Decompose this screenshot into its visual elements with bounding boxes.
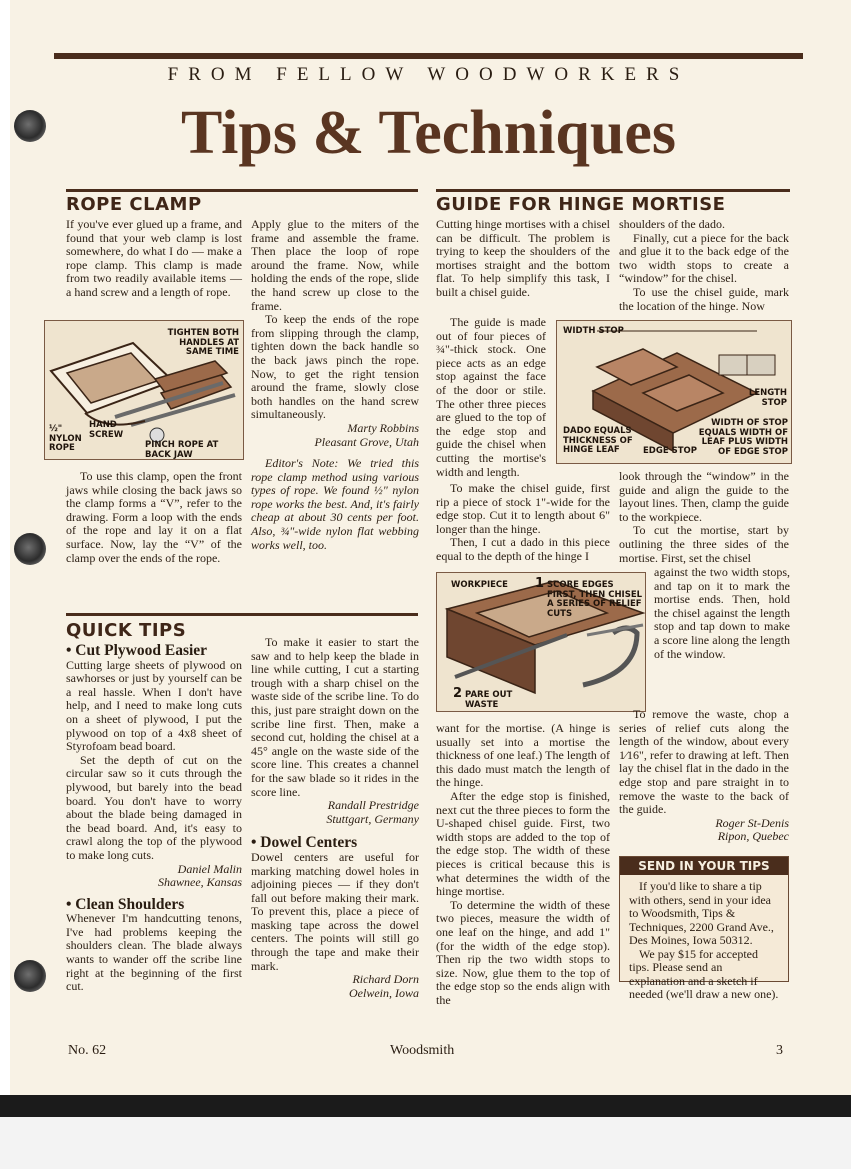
body-paragraph: To remove the waste, chop a series of relief cuts along the length of the window, about every 1⁄16", refer to drawing at left. Then lay the chisel flat in the dado in the edge stop and pare straight in to remove the waste to the back of the guide. xyxy=(619,707,789,817)
body-paragraph: If you've ever glued up a frame, and found that your web clamp is lost somewhere, do what I do — make a rope clamp. This clamp is made from two readily available items — a hand screw and a length of rope. xyxy=(66,217,242,299)
label-hand-screw: HAND SCREW xyxy=(89,420,124,440)
binder-hole xyxy=(14,533,46,565)
send-tips-body xyxy=(620,875,788,1002)
scan-edge xyxy=(0,1095,851,1117)
body-paragraph: To make it easier to start the saw and to help keep the blade in line while cutting, I cut a starting trough with a sharp chisel on the waste side of the scribe line. To do this, just pare straight down on the scribe line first. Then, make a second cut, holding the chisel at a 45° angle on the waste side of the score line. This creates a channel for the saw blade so it rides in the score line. xyxy=(251,635,419,799)
body-paragraph: If you'd like to share a tip with others, send in your idea to Woodsmith, Tips & Techniques, 2200 Grand Ave., Des Moines, Iowa 50312. xyxy=(629,879,774,947)
author-name: Marty Robbins xyxy=(347,420,419,435)
binder-hole xyxy=(14,960,46,992)
label-width-stop: WIDTH STOP xyxy=(563,326,624,336)
label-width-of-stop: WIDTH OF STOP EQUALS WIDTH OF LEAF PLUS WIDTH OF EDGE STOP xyxy=(698,418,788,457)
rope-clamp-figure xyxy=(44,320,244,460)
label-length-stop: LENGTH STOP xyxy=(748,388,787,408)
body-paragraph: After the edge stop is finished, next cut the three pieces to form the U-shaped chisel guide. First, two width stops are added to the top of the edge stop. The width of these pieces is critical because this is what determines the width of the hinge mortise. xyxy=(436,788,610,899)
label-step2: PARE OUT WASTE xyxy=(465,690,513,710)
tip-title-dowel: • Dowel Centers xyxy=(251,834,358,852)
body-paragraph: Whenever I'm handcutting tenons, I've had problems keeping the shoulders clean. The blade always wants to wander off the scribe line right at the beginning of the first cut. xyxy=(66,911,242,994)
author-location: Oelwein, Iowa xyxy=(349,985,419,1000)
author-name: Daniel Malin xyxy=(177,861,242,876)
chisel-guide-figure xyxy=(556,320,792,464)
rope-clamp-col2 xyxy=(251,218,419,552)
author-location: Ripon, Quebec xyxy=(717,829,789,844)
binder-hole xyxy=(14,110,46,142)
body-paragraph: want for the mortise. (A hinge is usually set into a mortise the thickness of one leaf.) The length of this dado must match the length of the hinge. xyxy=(436,721,610,790)
tip-title-plywood: • Cut Plywood Easier xyxy=(66,642,208,659)
hinge-col3-mid xyxy=(436,482,610,564)
scan-margin xyxy=(0,1117,851,1169)
body-paragraph: against the two width stops, and tap on it to mark the mortise ends. Then, hold the chisel against the length stop and tap down to make a score line along the length of the window. xyxy=(654,565,790,661)
rope-clamp-col1-top xyxy=(66,218,242,300)
author-name: Roger St-Denis xyxy=(715,815,789,830)
page-title: Tips & Techniques xyxy=(180,99,677,167)
hinge-col3-wrap xyxy=(436,316,546,479)
body-paragraph: Cutting large sheets of plywood on sawhorses or just by yourself can be a real hassle. When I don't have help, and I need to make long cuts on a sheet of plywood, I put the plywood on top of a 4x8 sheet of Styrofoam bead board. xyxy=(66,657,242,754)
step-number-1: 1 xyxy=(535,576,545,591)
issue-number: No. 62 xyxy=(68,1043,107,1058)
hinge-col4-mid xyxy=(619,470,789,565)
label-dado: DADO EQUALS THICKNESS OF HINGE LEAF xyxy=(563,426,633,455)
tip-title-shoulders: • Clean Shoulders xyxy=(66,895,185,913)
body-paragraph: To use this clamp, open the front jaws while closing the back jaws so the clamp forms a “V”, refer to the drawing. Form a loop with the ends of the rope and lay it on a flat surface. Now, lay the “V” of the clamp over the ends of the rope. xyxy=(66,469,242,565)
author-location: Stuttgart, Germany xyxy=(326,811,419,826)
quick-tips-heading: QUICK TIPS xyxy=(66,620,187,641)
author-location: Shawnee, Kansas xyxy=(158,875,242,890)
body-paragraph: To cut the mortise, start by outlining the three sides of the mortise. First, set the chisel xyxy=(619,523,789,565)
quick-tips-col2 xyxy=(251,636,419,1000)
paring-figure xyxy=(436,572,646,712)
rope-clamp-col1-bottom xyxy=(66,470,242,565)
author-name: Randall Prestridge xyxy=(327,798,419,813)
hinge-col3-bottom xyxy=(436,722,610,1007)
body-paragraph: shoulders of the dado. xyxy=(619,217,725,231)
section-rule xyxy=(66,189,418,192)
body-paragraph: Finally, cut a piece for the back and glue it to the back edge of the two width stops to create a “window” for the chisel. xyxy=(619,230,789,286)
hinge-col4-top xyxy=(619,218,789,313)
body-paragraph: To keep the ends of the rope from slipping through the clamp, tighten down the back handle so the back jaws pinch the rope. Now, to get the right tension around the frame, slowly close both handles on the hand screw simultaneously. xyxy=(251,312,419,422)
body-paragraph: We pay $15 for accepted tips. Please send an explanation and a sketch if needed (we'll draw a new one). xyxy=(629,946,779,1001)
body-paragraph: To determine the width of these two pieces, measure the width of one leaf on the hinge, and add 1" (for the width of the edge stop). Then rip the two width stops to size. Now, glue them to the top of the edge stop so the ends align with the xyxy=(436,897,610,1007)
body-paragraph: To use the chisel guide, mark the location of the hinge. Now xyxy=(619,284,789,313)
label-workpiece: WORKPIECE xyxy=(451,580,508,590)
rope-clamp-heading: ROPE CLAMP xyxy=(66,194,202,215)
magazine-name: Woodsmith xyxy=(390,1043,455,1058)
hinge-col4-bottom xyxy=(619,708,789,844)
hinge-col3-top xyxy=(436,218,610,300)
label-edge-stop: EDGE STOP xyxy=(643,446,697,456)
page-number: 3 xyxy=(776,1043,783,1058)
body-paragraph: Apply glue to the miters of the frame and assemble the frame. Then place the loop of rope around the frame. Now, while holding the ends of the rope, slide the hand screw up close to the frame. xyxy=(251,217,419,313)
hinge-mortise-heading: GUIDE FOR HINGE MORTISE xyxy=(436,194,726,215)
send-tips-heading: SEND IN YOUR TIPS xyxy=(620,857,788,875)
label-pinch-rope: PINCH ROPE AT BACK JAW xyxy=(145,440,219,460)
body-paragraph: Then, I cut a dado in this piece equal to the depth of the hinge I xyxy=(436,535,610,563)
author-name: Richard Dorn xyxy=(352,972,419,987)
header-rule xyxy=(54,53,803,59)
label-step1: SCORE EDGES FIRST, THEN CHISEL A SERIES OF RELIEF CUTS xyxy=(547,580,643,619)
label-tighten: TIGHTEN BOTH HANDLES AT SAME TIME xyxy=(167,328,239,357)
author-location: Pleasant Grove, Utah xyxy=(314,434,419,449)
body-paragraph: Set the depth of cut on the circular saw so it cuts through the plywood, but barely into the bead board. You don't have to worry about the blade being damaged in the bead board. And, it's easy to crawl along the top of the plywood to make long cuts. xyxy=(66,752,242,862)
body-paragraph: To make the chisel guide, first rip a piece of stock 1"-wide for the edge stop. Cut it to length about 6" longer than the hinge. xyxy=(436,481,610,536)
send-tips-box xyxy=(619,856,789,1001)
quick-tips-col1 xyxy=(66,642,242,994)
section-rule xyxy=(436,189,790,192)
page-kicker: FROM FELLOW WOODWORKERS xyxy=(167,64,690,85)
body-paragraph: Cutting hinge mortises with a chisel can be difficult. The problem is trying to keep the shoulders of the mortises straight and the bottom flat. To help simplify this task, I built a chisel guide. xyxy=(436,217,610,299)
editor-note: Editor's Note: We tried this rope clamp method using various types of rope. We found ½" nylon rope works the best. And, it's fairly cheap at about 30 cents per foot. Also, ¾"-wide nylon flat webbing works well, too. xyxy=(251,456,419,552)
body-paragraph: Dowel centers are useful for marking matching dowel holes in adjoining pieces — if they don't fall out before making their mark. To prevent this, place a piece of masking tape across the dowel centers. The points will still go through the tape and make their mark. xyxy=(251,849,419,973)
hinge-col4-wrap xyxy=(654,566,790,661)
label-nylon-rope: ½" NYLON ROPE xyxy=(49,424,82,453)
body-paragraph: The guide is made out of four pieces of ¾"-thick stock. One piece acts as an edge stop against the face of the door or stile. The other three pieces are glued to the top of the edge stop and guide the chisel when cutting the mortise's width and length. xyxy=(436,315,546,479)
section-rule xyxy=(66,613,418,616)
body-paragraph: look through the “window” in the guide and align the guide to the layout lines. Then, clamp the guide to the workpiece. xyxy=(619,469,789,524)
step-number-2: 2 xyxy=(453,686,463,701)
